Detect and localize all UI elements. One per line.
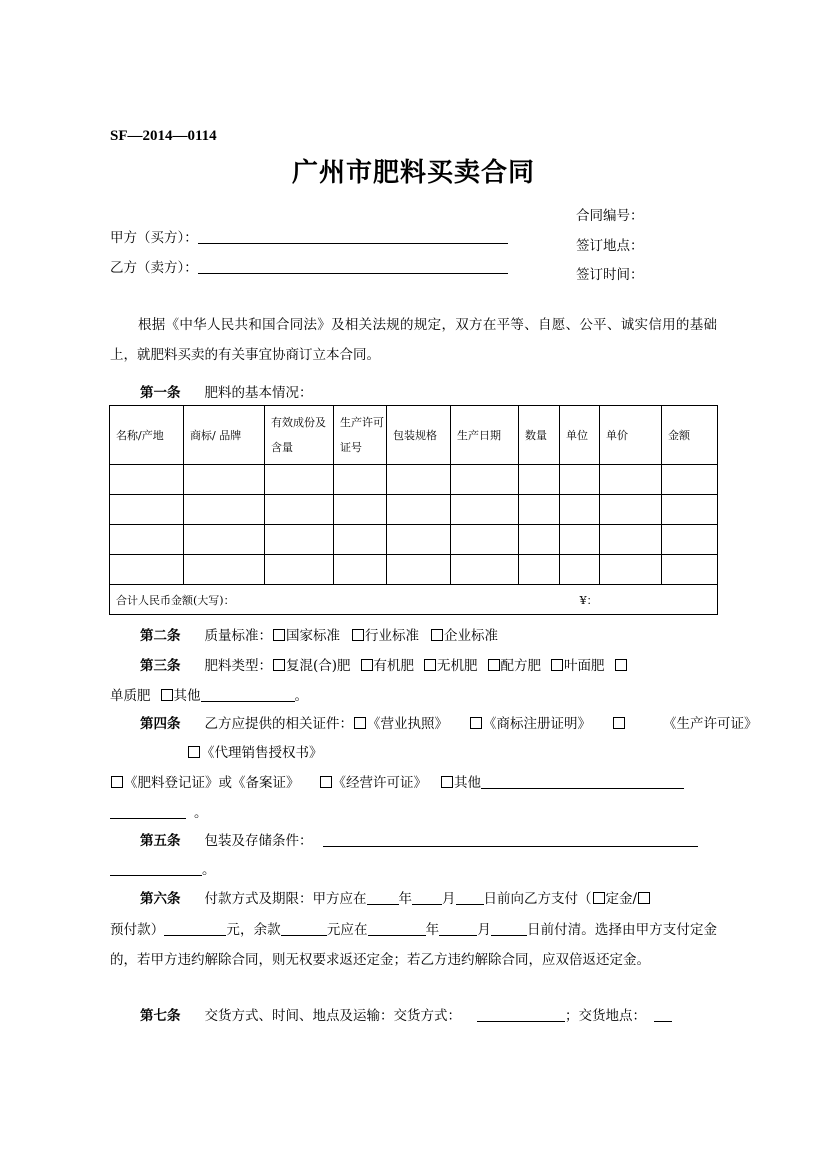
table-cell[interactable] — [451, 495, 519, 525]
option-label: 企业标准 — [444, 628, 498, 644]
delivery-method-field[interactable] — [477, 1007, 565, 1022]
table-cell[interactable] — [600, 465, 662, 495]
article-6-label: 第六条 — [140, 891, 181, 907]
month-label: 月 — [477, 922, 491, 938]
article-5-end: 。 — [202, 862, 216, 878]
year-label: 年 — [425, 922, 440, 938]
checkbox[interactable] — [273, 659, 285, 671]
delivery-place-field[interactable] — [654, 1007, 672, 1022]
article-5-line2 — [110, 858, 216, 878]
col-ingredient: 有效成份及含量 — [265, 406, 334, 465]
table-cell[interactable] — [519, 465, 560, 495]
col-brand: 商标/ 品牌 — [184, 406, 265, 465]
table-cell[interactable] — [519, 555, 560, 585]
article-3-text: 肥料类型： — [204, 658, 272, 674]
checkbox[interactable] — [431, 629, 443, 641]
article-4-end: 。 — [194, 805, 208, 821]
article-6-text-2: 日前向乙方支付（ — [483, 891, 592, 907]
table-cell[interactable] — [184, 465, 265, 495]
table-cell[interactable] — [451, 525, 519, 555]
table-row — [110, 495, 718, 525]
table-cell[interactable] — [110, 555, 184, 585]
table-cell[interactable] — [265, 465, 334, 495]
option-label: 《经营许可证》 — [332, 775, 427, 791]
checkbox[interactable] — [111, 776, 123, 788]
checkbox[interactable] — [320, 776, 332, 788]
table-cell[interactable] — [451, 465, 519, 495]
option-label: 预付款） — [110, 922, 165, 938]
table-cell[interactable] — [265, 525, 334, 555]
checkbox[interactable] — [424, 659, 436, 671]
article-7 — [140, 1004, 672, 1024]
table-cell[interactable] — [334, 525, 387, 555]
option-label: 其他 — [173, 688, 201, 704]
table-row — [110, 525, 718, 555]
checkbox[interactable] — [441, 776, 453, 788]
article-3-line1 — [140, 654, 628, 674]
month-label: 月 — [442, 891, 456, 907]
article-1-text: 肥料的基本情况： — [204, 385, 313, 401]
deposit-month-field[interactable] — [412, 890, 442, 905]
deposit-year-field[interactable] — [367, 890, 399, 905]
balance-amount-field[interactable] — [281, 921, 327, 936]
checkbox[interactable] — [273, 629, 285, 641]
article-2 — [140, 624, 498, 644]
table-cell[interactable] — [387, 525, 451, 555]
article-2-text: 质量标准： — [204, 628, 272, 644]
article-4-label: 第四条 — [140, 716, 181, 732]
checkbox[interactable] — [470, 717, 482, 729]
option-label: 其他 — [454, 775, 481, 791]
table-cell[interactable] — [560, 555, 600, 585]
delivery-place-label: ；交货地点： — [565, 1008, 646, 1024]
article-3-end: 。 — [294, 688, 308, 704]
table-row — [110, 465, 718, 495]
option-label: 《代理销售授权书》 — [201, 745, 323, 761]
other-cert-field[interactable] — [481, 774, 684, 789]
checkbox[interactable] — [613, 717, 625, 729]
table-cell[interactable] — [560, 465, 600, 495]
option-label: 复混(合)肥 — [286, 658, 351, 674]
article-1-label: 第一条 — [140, 385, 181, 401]
article-6-text: 付款方式及期限：甲方应在 — [204, 891, 367, 907]
table-cell[interactable] — [662, 525, 718, 555]
checkbox[interactable] — [638, 892, 650, 904]
option-label: 《商标注册证明》 — [483, 716, 591, 732]
table-cell[interactable] — [662, 465, 718, 495]
article-7-label: 第七条 — [140, 1008, 181, 1024]
table-cell[interactable] — [662, 495, 718, 525]
option-label: 《营业执照》 — [367, 716, 448, 732]
deposit-day-field[interactable] — [456, 890, 484, 905]
option-label: 《肥料登记证》或《备案证》 — [124, 775, 300, 791]
table-cell[interactable] — [662, 555, 718, 585]
contract-number-label: 合同编号： — [576, 208, 644, 224]
table-cell[interactable] — [387, 465, 451, 495]
article-4-line4 — [110, 801, 208, 821]
col-unit: 单位 — [560, 406, 600, 465]
table-cell[interactable] — [600, 495, 662, 525]
packaging-field[interactable] — [323, 832, 698, 847]
other-cert-field-cont[interactable] — [110, 804, 186, 819]
article-5-label: 第五条 — [140, 833, 181, 849]
table-cell[interactable] — [451, 555, 519, 585]
total-yuan-label: ¥： — [579, 593, 598, 607]
table-cell[interactable] — [184, 555, 265, 585]
article-7-text: 交货方式、时间、地点及运输：交货方式： — [204, 1008, 461, 1024]
table-cell[interactable] — [110, 495, 184, 525]
option-label: 无机肥 — [437, 658, 478, 674]
table-cell[interactable] — [560, 495, 600, 525]
total-label: 合计人民币金额(大写)： — [116, 593, 235, 607]
table-cell[interactable] — [334, 465, 387, 495]
checkbox[interactable] — [615, 659, 627, 671]
checkbox[interactable] — [593, 892, 605, 904]
party-a-line — [110, 226, 508, 246]
table-cell[interactable] — [560, 525, 600, 555]
article-3-label: 第三条 — [140, 658, 181, 674]
table-cell[interactable] — [334, 495, 387, 525]
sign-time-label: 签订时间： — [576, 267, 644, 283]
table-cell[interactable] — [600, 555, 662, 585]
table-cell[interactable] — [519, 525, 560, 555]
table-cell[interactable] — [519, 495, 560, 525]
total-cell[interactable] — [110, 585, 718, 615]
article-5-line1 — [140, 829, 698, 849]
table-cell[interactable] — [387, 555, 451, 585]
table-cell[interactable] — [110, 525, 184, 555]
col-amount: 金额 — [662, 406, 718, 465]
article-6-text-4: 元应在 — [326, 922, 368, 938]
party-b-line — [110, 256, 508, 276]
checkbox[interactable] — [352, 629, 364, 641]
table-cell[interactable] — [184, 525, 265, 555]
option-label: 国家标准 — [286, 628, 340, 644]
page-title: 广州市肥料买卖合同 — [291, 158, 535, 188]
col-license: 生产许可证号 — [334, 406, 387, 465]
checkbox[interactable] — [361, 659, 373, 671]
table-cell[interactable] — [265, 495, 334, 525]
balance-year-field[interactable] — [368, 921, 426, 936]
article-4-line1 — [140, 712, 626, 732]
document-code: SF—2014—0114 — [110, 128, 217, 144]
party-b-field[interactable] — [198, 259, 508, 274]
option-label: 《生产许可证》 — [663, 716, 758, 732]
table-total-row — [110, 585, 718, 615]
checkbox[interactable] — [188, 746, 200, 758]
table-cell[interactable] — [110, 465, 184, 495]
col-production-date: 生产日期 — [451, 406, 519, 465]
table-cell[interactable] — [387, 495, 451, 525]
article-6-text-3: 元，余款 — [226, 922, 281, 938]
checkbox[interactable] — [488, 659, 500, 671]
checkbox[interactable] — [551, 659, 563, 671]
article-6-line1 — [140, 887, 651, 907]
article-6-text-5: 日前付清。选择由甲方支付定金的，若甲方违约解除合同，则无权要求返还定金；若乙方违约解除合同，应双倍返还定金。 — [110, 922, 718, 968]
article-6-body — [110, 915, 717, 975]
table-cell[interactable] — [600, 525, 662, 555]
option-label: 有机肥 — [373, 658, 415, 674]
sign-place-label: 签订地点： — [576, 238, 644, 254]
option-label: 配方肥 — [500, 658, 542, 674]
article-4-line3 — [110, 771, 684, 791]
table-cell[interactable] — [334, 555, 387, 585]
intro-paragraph: 根据《中华人民共和国合同法》及相关法规的规定，双方在平等、自愿、公平、诚实信用的基础上，就肥料买卖的有关事宜协商订立本合同。 — [110, 317, 717, 363]
year-label: 年 — [398, 891, 412, 907]
packaging-field-cont[interactable] — [110, 861, 202, 876]
article-4-text: 乙方应提供的相关证件： — [204, 716, 353, 732]
option-label: 定金/ — [605, 891, 638, 907]
table-cell[interactable] — [184, 495, 265, 525]
col-package: 包装规格 — [387, 406, 451, 465]
prepay-amount-field[interactable] — [164, 921, 226, 936]
party-a-field[interactable] — [198, 229, 508, 244]
article-3-line2 — [110, 684, 308, 704]
table-row — [110, 555, 718, 585]
col-quantity: 数量 — [519, 406, 560, 465]
table-header-row — [110, 406, 718, 465]
col-name-origin: 名称/产地 — [110, 406, 184, 465]
option-label: 行业标准 — [365, 628, 419, 644]
table-cell[interactable] — [265, 555, 334, 585]
option-label: 叶面肥 — [564, 658, 605, 674]
balance-day-field[interactable] — [491, 921, 527, 936]
article-2-label: 第二条 — [140, 628, 181, 644]
other-type-field[interactable] — [201, 687, 295, 702]
fertilizer-table — [109, 405, 718, 615]
article-4-line2 — [110, 741, 323, 761]
col-unit-price: 单价 — [600, 406, 662, 465]
party-a-label: 甲方（买方）： — [110, 230, 198, 246]
party-b-label: 乙方（卖方）： — [110, 260, 198, 276]
balance-month-field[interactable] — [439, 921, 477, 936]
checkbox[interactable] — [161, 689, 173, 701]
option-label: 单质肥 — [110, 688, 151, 704]
article-5-text: 包装及存储条件： — [204, 833, 313, 849]
checkbox[interactable] — [354, 717, 366, 729]
article-1 — [140, 381, 313, 401]
